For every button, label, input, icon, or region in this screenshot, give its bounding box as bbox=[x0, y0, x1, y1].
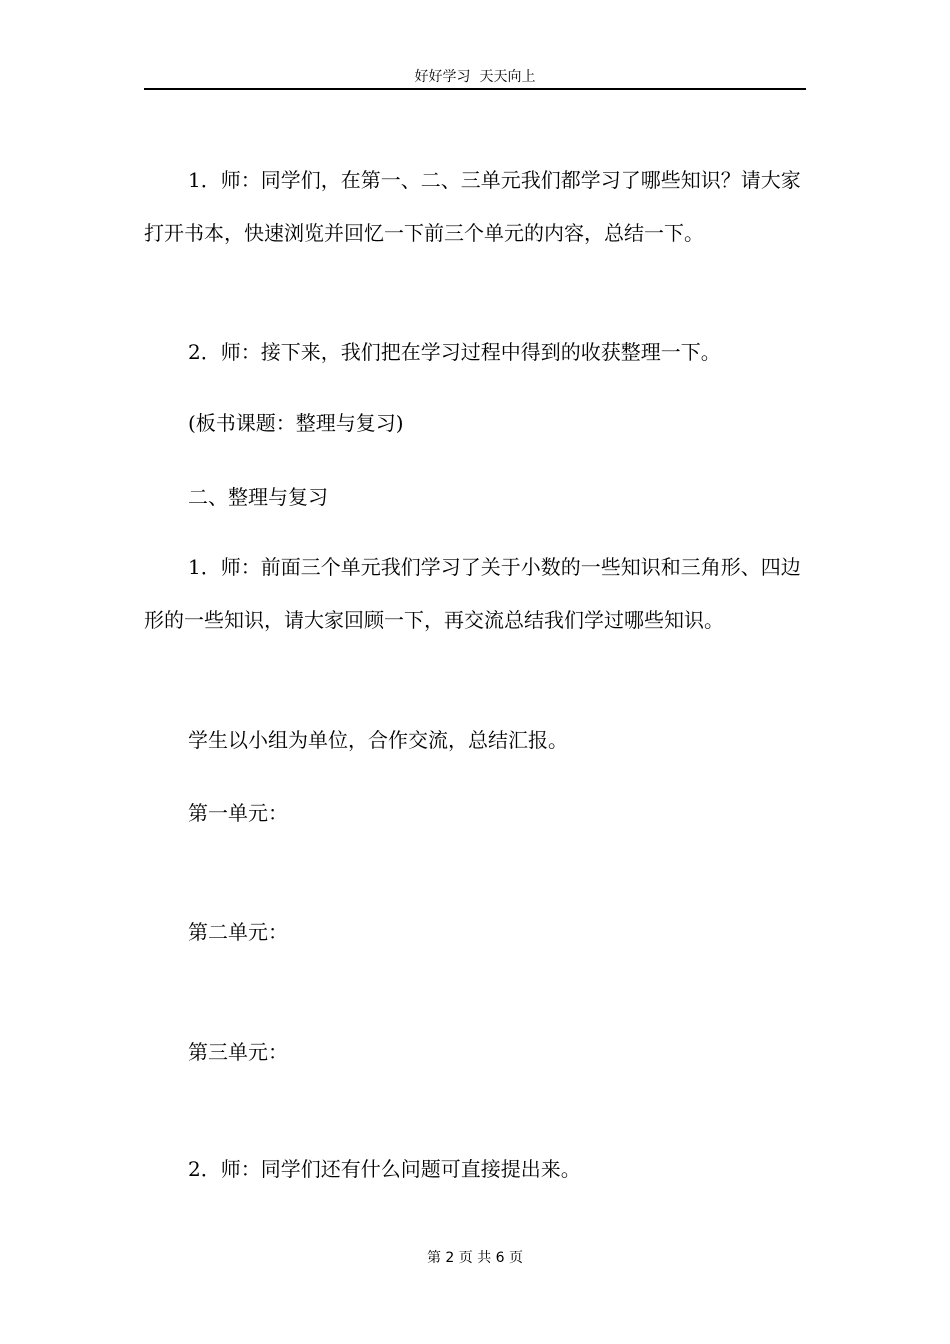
paragraph-questions: 2．师：同学们还有什么问题可直接提出来。 bbox=[188, 1157, 581, 1181]
paragraph-group-work: 学生以小组为单位，合作交流，总结汇报。 bbox=[188, 728, 568, 752]
section-heading: 二、整理与复习 bbox=[188, 485, 328, 509]
unit-two-label: 第二单元： bbox=[188, 920, 288, 944]
board-title-note: (板书课题：整理与复习) bbox=[188, 411, 404, 435]
unit-one-label: 第一单元： bbox=[188, 801, 288, 825]
unit-three-label: 第三单元： bbox=[188, 1040, 288, 1064]
page-header: 好好学习 天天向上 bbox=[144, 66, 806, 90]
paragraph-organize-gains: 2．师：接下来，我们把在学习过程中得到的收获整理一下。 bbox=[188, 340, 721, 364]
paragraph-recall-units: 1．师：前面三个单元我们学习了关于小数的一些知识和三角形、四边形的一些知识，请大家回顾一下，再交流总结我们学过哪些知识。 bbox=[144, 555, 801, 632]
page-number: 第 2 页 共 6 页 bbox=[426, 1250, 524, 1266]
paragraph-review-question: 1．师：同学们，在第一、二、三单元我们都学习了哪些知识？请大家打开书本，快速浏览并回忆一下前三个单元的内容，总结一下。 bbox=[144, 168, 801, 245]
